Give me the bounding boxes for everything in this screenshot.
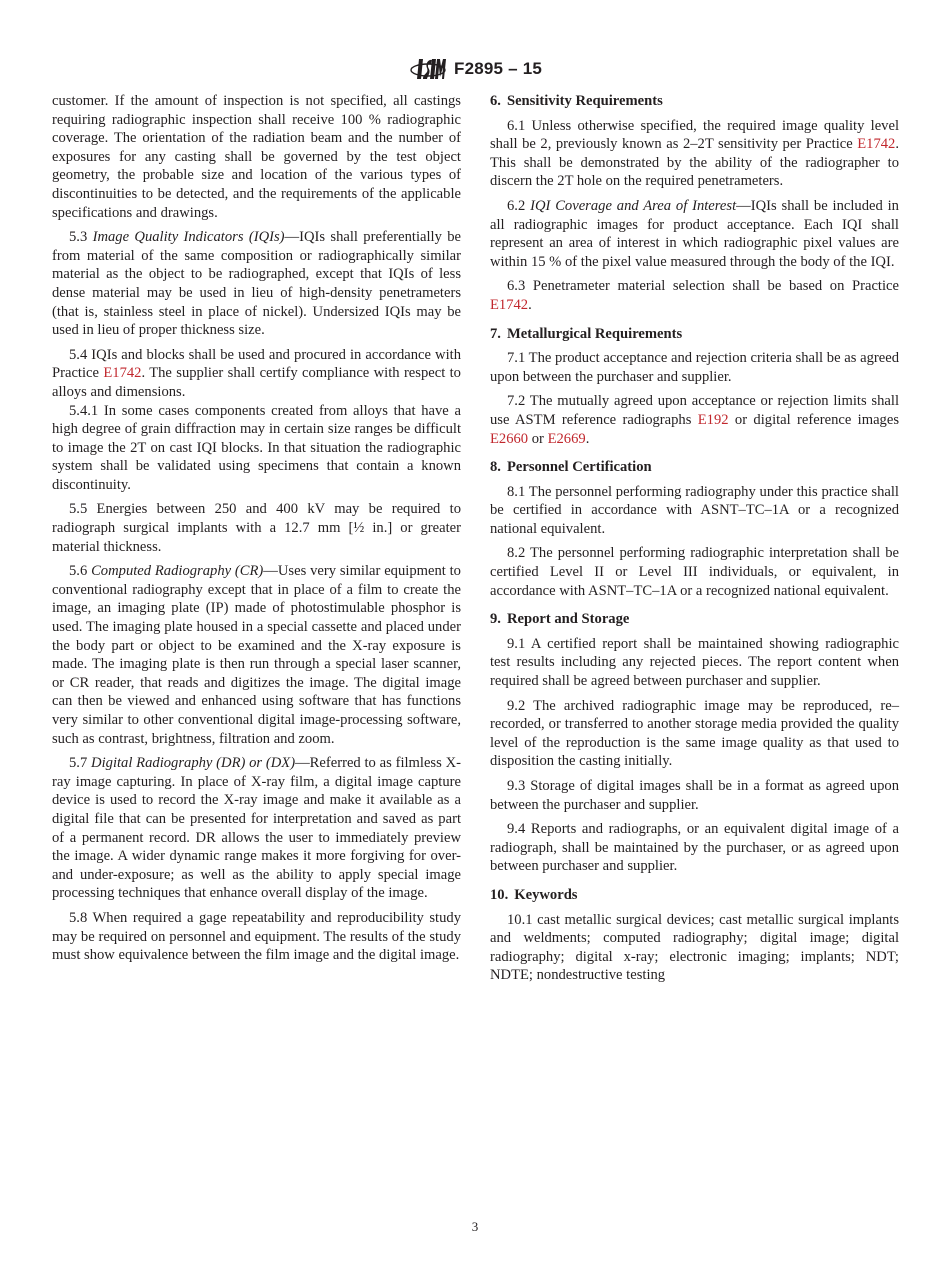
- section-6-2: 6.2 IQI Coverage and Area of Interest—IQIs shall be included in all radiographic images for product acceptance. Each IQI shall represent an area of interest in which radiographic pixel values are within 15 % of the pixel value measured through the body of the IQI.: [490, 197, 899, 270]
- reference-link-e1742[interactable]: E1742: [103, 365, 142, 382]
- document-id: F2895 – 15: [453, 59, 542, 78]
- section-8-1: 8.1 The personnel performing radiography under this practice shall be certified in accordance with ASNT–TC–1A or a recognized national equivalent.: [490, 483, 899, 537]
- section-5-4-1: 5.4.1 In some cases components created from alloys that have a high degree of grain diffraction may in certain size ranges be difficult to image the 2T on cast IQI blocks. In that situation the radiographic system shall be validated using specimens that contain a known discontinuity.: [52, 402, 461, 493]
- reference-link-e2660[interactable]: E2660: [490, 430, 529, 447]
- section-7-1: 7.1 The product acceptance and rejection criteria shall be as agreed upon between the purchaser and supplier.: [490, 350, 899, 385]
- reference-link-e192[interactable]: E192: [697, 411, 729, 428]
- section-6-1: 6.1 Unless otherwise specified, the required image quality level shall be 2, previously known as 2–2T sensitivity per Practice E1742. This shall be demonstrated by the ability of the radiographer to discern the 2T hole on the required penetrameters.: [490, 117, 899, 190]
- page-number: 3: [471, 1219, 479, 1234]
- section-heading-7: 7. Metallurgical Requirements: [490, 325, 683, 342]
- page-header: [0, 52, 950, 86]
- section-title: IQI Coverage and Area of Interest: [530, 197, 737, 214]
- reference-link-e1742[interactable]: E1742: [857, 136, 896, 153]
- section-5-4: 5.4 IQIs and blocks shall be used and procured in accordance with Practice E1742. The supplier shall certify compliance with respect to alloys and dimensions.: [52, 346, 461, 400]
- section-5-5: 5.5 Energies between 250 and 400 kV may be required to radiograph surgical implants with a 12.7 mm [½ in.] or greater material thickness.: [52, 501, 461, 555]
- section-9-3: 9.3 Storage of digital images shall be in a format as agreed upon between the purchaser and supplier.: [490, 778, 899, 813]
- astm-logo-icon: [408, 53, 448, 85]
- left-column: [52, 92, 461, 971]
- section-5-6: 5.6 Computed Radiography (CR)—Uses very similar equipment to conventional radiography except that in place of a film to create the image, an imaging plate (IP) made of photostimulable phosphor is used. The imaging plate housed in a special cassette and placed under the body part or object to be examined and the X-ray exposure is made. The imaging plate is then run through a special laser scanner, or CR reader, that reads and digitizes the image. The digital image can then be viewed and enhanced using software that has functions very similar to other conventional digital image-processing software, such as contrast, brightness, filtration and zoom.: [52, 563, 461, 747]
- section-6-3: 6.3 Penetrameter material selection shall be based on Practice E1742.: [490, 278, 899, 313]
- reference-link-e2669[interactable]: E2669: [547, 430, 586, 447]
- section-title: Computed Radiography (CR): [91, 563, 264, 580]
- section-9-1: 9.1 A certified report shall be maintained showing radiographic test results including any rejected pieces. The report content when required shall be agreed between purchaser and supplier.: [490, 635, 899, 690]
- section-9-4: 9.4 Reports and radiographs, or an equivalent digital image of a radiograph, shall be maintained by the purchaser, or as agreed upon between purchaser and supplier.: [490, 821, 899, 875]
- reference-link-e1742[interactable]: E1742: [490, 296, 529, 313]
- section-title: Image Quality Indicators (IQIs): [92, 229, 285, 246]
- section-heading-6: 6. Sensitivity Requirements: [490, 93, 663, 109]
- paragraph-continued: customer. If the amount of inspection is not specified, all castings requiring radiographic inspection shall receive 100 % radiographic coverage. The orientation of the radiation beam and the number of exposures for any casting shall be governed by the test object geometry, the probable size and location of the various types of discontinuities to be detected, and the requirements of the applicable specifications and drawings.: [52, 93, 461, 221]
- section-10-1: 10.1 cast metallic surgical devices; cast metallic surgical implants and weldments; computed radiography; digital image; digital radiography; digital x-ray; electronic imaging; implants; NDT; NDTE; nondestructive testing: [490, 911, 899, 984]
- section-title: Digital Radiography (DR) or (DX): [91, 755, 296, 772]
- section-7-2: 7.2 The mutually agreed upon acceptance or rejection limits shall use ASTM reference radiographs E192 or digital reference images E2660 or E2669.: [490, 393, 899, 447]
- section-9-2: 9.2 The archived radiographic image may be reproduced, re–recorded, or transferred to another storage media provided the quality level of the reproduction is the same image quality as that used to disposition the casting initially.: [490, 697, 899, 770]
- section-5-7: 5.7 Digital Radiography (DR) or (DX)—Referred to as filmless X-ray image capturing. In place of X-ray film, a digital image capture device is used to record the X-ray image and make it available as a digital file that can be presented for interpretation and saved as part of a permanent record. DR allows the user to immediately preview the image. A wider dynamic range makes it more forgiving for over- and under-exposure; as well as the ability to apply special image processing techniques that enhance overall display of the image.: [52, 755, 461, 902]
- section-heading-8: 8. Personnel Certification: [490, 459, 652, 476]
- section-8-2: 8.2 The personnel performing radiographic interpretation shall be certified Level II or Level III individuals, or equivalent, in accordance with ASNT–TC–1A or a recognized national equivalent.: [490, 545, 899, 599]
- right-column: [490, 92, 899, 991]
- section-heading-10: 10. Keywords: [490, 886, 578, 903]
- section-5-8: 5.8 When required a gage repeatability and reproducibility study may be required on personnel and equipment. The results of the study must show equivalence between the film image and the digital image.: [52, 909, 461, 964]
- section-heading-9: 9. Report and Storage: [490, 611, 630, 628]
- section-5-3: 5.3 Image Quality Indicators (IQIs)—IQIs shall preferentially be from material of the same composition or radiographically similar material as the object to be radiographed, except that IQIs of less dense material may be used in lieu of high-density penetrameters (that is, stainless steel in place of nickel). Undersized IQIs may be used in lieu of proper thickness size.: [52, 229, 461, 339]
